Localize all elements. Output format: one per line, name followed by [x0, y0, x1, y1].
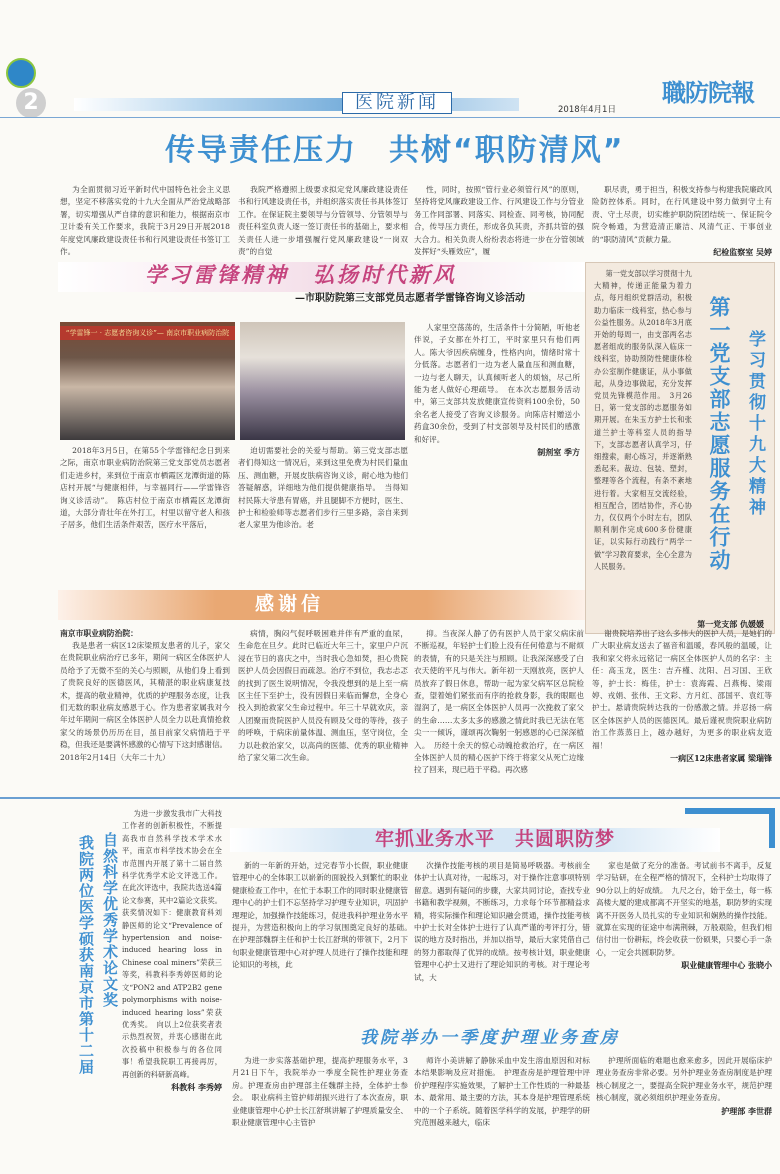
article-column: 新的一年新的开始，过完春节小长假，职业健康管理中心的全体职工以崭新的面貌投入到繁忙的职业健康检查工作中，在忙于本职工作的同时职业健康管理中心的护士们不忘坚持学习护理专业知识，巩固护理理论，加强操作技能练习，促进我科护理业务水平提升，为营造积极向上的学习氛围奠定良好的基础。 在护理部魏群主任和护士长江舒琪的带领下，2月下旬职业健康管理中心对护理人员进行了操作技能和理论知识的考核，此	[232, 861, 416, 970]
article-column: 职尽责，勇于担当，积极支持参与构建我院廉政风险防控体系。同时，在行风建设中努力做到守土有责、守土尽责，切实维护职防院团结统一、保证院令院令畅通，为营造清正廉洁、风清气正、干事创业的“职防清风”贡献力量。 纪检监察室 吴婷	[592, 185, 772, 258]
letter-signature: 一病区12床患者家属 梁瑞锋	[670, 753, 772, 764]
issue-date: 2018年4月1日	[558, 105, 616, 115]
article-headline: 牢抓业务水平 共圆职防梦	[375, 828, 616, 850]
letter-column: 南京市职业病防治院： 我是患者一病区12床梁照友患者的儿子，家父在贵院职业病治疗已多年，期间一病区全体医护人员给予了无微不至的关心与照顾，从他们身上看到了贵院良好的医德医风，其精湛的职业病康复技术，提高的敬业精神，优质的护理服务态度，让我们无数的职业病友感恩于心。作为患者家属我对今年过年期间一病区全体医护人员全力以赴真情抢救家父的场景仍历历在目，虽目前家父病情趋于平稳，但我还是要满怀感激的心情写下这封感谢信。 2018年2月14日（大年二十九）	[60, 628, 230, 764]
article-headline: 学习雷锋精神 弘扬时代新风	[145, 262, 457, 287]
article-column: 我院严格遵照上级要求拟定党风廉政建设责任书和行风建设责任书，并组织落实责任书具体签订工作。在保证院主要领导与分管领导、分管领导与责任科室负责人逐一签订责任书的基础上，要求相关责任人进一步增强履行党风廉政建设“一岗双责”的自觉	[238, 185, 408, 257]
award-text: 为进一步激发我市广大科技工作者的创新积极性，不断提高我市自然科学技术学术水平，南京市科学技术协会在全市范围内开展了第十二届自然科学优秀学术论文评选工作。在此次评选中，我院共选送4篇论文参赛，其中2篇论文获奖。获奖情况如下：健康教育科刘静医师的论文“Prevalence of hypertension and noise-induced hearing loss in Chinese coal miners”荣获三等奖，科教科李秀婷医师的论文“PON2 and ATP2B2 gene polymorphisms with noise-induced hearing loss”荣获优秀奖。 向以上2位获奖者表示热烈祝贺，并衷心感谢在此次投稿中积极参与的各位同事！希望我院职工再接再厉，再创新的科研新高峰。 科教科 李秀婷	[122, 809, 222, 1092]
sidebar-title: 第一党支部志愿服务在行动	[707, 296, 732, 572]
letter-column: 抑。当夜深人静了仍有医护人员于家父病床前不断巡视，年轻护士们脸上没有任何倦意与不耐烦的表情，有的只是关注与照顾。让我深深感受了白衣天使的平凡与伟大。新年初一天刚放亮，医护人员放弃了假日休息，帮助一起为家父病军区总院检查，望着她们紧张而有序的抢救身影，我的眼眶也湿润了，是一病区全体医护人员再一次挽救了家父的生命……太多太多的感激之情此时我已无法在笔尖一一倾诉，谨颂再次鞠躬一躬感恩的心已深深植入。 历经十余天的惊心动魄抢救治疗，在一病区全体医护人员的精心医护下终于将家父从死亡边缘拉了回来，现已趋于平稳。再次感	[414, 629, 584, 775]
section-divider	[0, 797, 780, 799]
sidebar-title-secondary: 学习贯彻十九大精神	[745, 330, 765, 519]
article-column: 为全面贯彻习近平新时代中国特色社会主义思想，坚定不移落实党的十九大全面从严治党战略部署，切实增强从严自律的意识和能力，根据南京市卫计委有关工作要求，我院于3月29日开展2018年度党风廉政建设责任书和行风建设责任书签订工作。	[60, 185, 230, 257]
article-column: 护理所面临的难题也愈来愈多，因此开展临床护理业务查房非常必要。另外护理业务查房制度是护理核心制度之一，要提高全院护理业务水平，规范护理核心制度，就必须组织护理业务查房。 护理部 李世群	[596, 1056, 772, 1116]
article-headline: 我院举办一季度护理业务查房	[360, 1028, 620, 1048]
section-label: 医院新闻	[342, 92, 452, 114]
article-subheadline: —市职防院第三支部党员志愿者学雷锋咨询义诊活动	[295, 293, 525, 304]
article-column: 次操作技能考核的项目是简易呼吸器。考核前全体护士认真对待，一起练习，对于操作注意事项特别留意。遇到有疑问的步骤，大家共同讨论，查找专业书籍和教学视频，不断练习，力求每个环节都精益求精，将实际操作和理论知识融会贯通，操作技能考核中护士长对全体护士进行了认真严谨的考评打分，错误的地方及时指出，并加以指导，最后大家凭借自己的努力都取得了优异的成绩。按考核计划，职业健康管理中心护士又进行了理论知识的考核。对于理论考试，大	[414, 861, 590, 982]
section-banner	[74, 98, 519, 111]
award-title: 我院两位医学硕获南京市第十二届	[77, 835, 95, 1075]
masthead-title: 職防院報	[662, 78, 754, 107]
article-signature: 纪检监察室 吴婷	[713, 247, 772, 258]
award-title-secondary: 自然科学优秀学术论文奖	[101, 832, 119, 1008]
sidebar-signature: 第一党支部 仇媛媛	[697, 619, 764, 629]
article-signature: 护理部 李世群	[721, 1105, 772, 1116]
letter-salutation: 南京市职业病防治院：	[60, 629, 138, 638]
article-signature: 职业健康管理中心 张晓小	[681, 960, 772, 971]
article-column: 2018年3月5日，在第55个学雷锋纪念日到来之际，南京市职业病防治院第三党支部党员志愿者们走进乡村，来到位于南京市栖霞区龙潭街道的陈店村开展“与健康相伴，与幸福同行——学雷锋咨询义诊活动”。 陈店村位于南京市栖霞区龙潭街道，大部分青壮年在外打工，村里以留守老人和孩子居多，他们生活条件艰苦，医疗水平落后，	[60, 446, 230, 530]
hospital-logo-icon	[6, 58, 36, 88]
article-headline: 传导责任压力 共树“职防清风”	[165, 133, 625, 168]
sidebar-text: 第一党支部以学习贯彻十九大精神，传递正能量为着力点，每月组织党群活动，积极助力临床一线科室，热心参与公益性服务。从2018年3月底开始的每周一，由支部两名志愿者组成的服务队深入临床一线科室，协助预防性健康体检办公室制作健康证，从小事做起，从身边事做起，充分发挥党员先锋模范作用。 3月26日，第一党支部的志愿服务如期开展。在朱玉方护士长和张道兰护士等科室人员的指导下，支部志愿者认真学习，仔细搜索，耐心练习，并逐渐熟悉起来。裁边、包装、塑封，整理等各个流程，有条不紊地进行着。大家相互交流经验，相互配合，团结协作，齐心协力，仅仅两个小时左右，团队顺利制作完成600多份健康证，以实际行动践行“两学一做”学习教育要求，全心全意为人民服务。	[594, 269, 692, 571]
article-column: 人家里空荡荡的，生活条件十分简陋，听他老伴说，子女都在外打工，平时家里只有他们两人。陈大爷因疾病缠身，性格内向，情绪时常十分低落。志愿者们一边为老人量血压和测血糖，一边与老人聊天，认真倾听老人的烦恼，尽己所能为老人做好心理疏导。 在本次志愿服务活动中，第三支部共发放健康宣传资料100余份，50余名老人接受了咨询义诊服务。向陈店村赠送小药盒30余份，受到了村支部领导及村民们的感激和好评。 制剂室 季方	[414, 323, 580, 458]
photo-banner-text: “学雷锋一 · 志愿者咨询义诊”— 南京市职业病防治院	[60, 326, 235, 340]
thanks-title: 感谢信	[255, 593, 325, 615]
article-column: 迫切需要社会的关爱与帮助。第三党支部志愿者们得知这一情况后，来到这里免费为村民们量血压、测血糖，开展皮肤病咨询义诊，耐心地为他们答疑解惑，详细地为他们提供健康指导。 当得知村民陈大爷患有胃癌，并且腿脚不方便时，医生、护士和检验师等志愿者们步行三里多路，亲自来到老人家里为他诊治。老	[238, 446, 408, 530]
letter-date: 2018年2月14日（大年二十九）	[60, 752, 170, 762]
clinic-photo	[240, 322, 405, 440]
award-signature: 科教科 李秀婷	[171, 1081, 222, 1092]
letter-column: 谢贵院培养出了这么多伟大的医护人员，是她们的广大职业病友送去了福音和温暖，春风般的温暖，让我和家父将永远铭记一病区全体医护人员的名字：主任：高玉龙，医生：吉卉槿、沈阳、吕习国、王欣等，护士长：梅佳，护士：袁海霞、吕燕梅、梁雨婷、戎娟、张伟、王文彩、方月红、邵国平、袁红等护士。悬请贵院转达我的一份感激之情。并忍扬一病区全体医护人员的医德医风。最后谨祝贵院职业病防治工作蒸蒸日上，越办越好，为更多的职业病友造福！ 一病区12床患者家属 梁瑞锋	[592, 629, 772, 764]
corner-decoration	[685, 808, 775, 848]
article-column: 为进一步实落基础护理，提高护理服务水平，3月21日下午，我院举办一季度全院性护理业务查房。护理查房由护理部主任魏群主持，全体护士参会。 职业病科主管护师胡振兴进行了本次查房，职业健康管理中心护士长江舒琪讲解了护理质量安全、职业健康管理中心主管护	[232, 1056, 408, 1128]
letter-column: 病情，胸闷气促呼吸困难并伴有严重的血尿，生命危在旦夕。此时已临近大年三十，家里户户沉浸在节日的喜庆之中，当时我心急如焚，担心贵院医护人员会因假日而疏忽。治疗不到位，我志忐忑的找到了医生说明情况，令我没想到的是上至一病区主任下至护士，没有因假日来临而懈怠，全身心投入到抢救家父生命过程中。年三十早就欢庆，亲人团聚而贵院医护人员没有顾及父母的等待，孩子的呼唤，于病床前量体温、测血压，坚守岗位，全力以赴救治家父，以高尚的医德、优秀的职业精神给了家父第二次生命。	[238, 629, 408, 763]
article-signature: 制剂室 季方	[537, 447, 580, 458]
page-number: 2	[16, 88, 46, 118]
header-divider	[0, 117, 780, 118]
volunteer-photo	[60, 322, 235, 440]
article-column: 性，同时，按照“管行业必须管行风”的原则，坚持将党风廉政建设工作、行风建设工作与分管业务工作同部署、同落实、同检查、同考核，协同配合，传导压力责任，形成各负其责，齐抓共管的强大合力。相关负责人纷纷表态将进一步在分管领域发挥好“头雁效应”，履	[414, 185, 584, 257]
article-column: 师许小美讲解了静脉采血中发生溶血原因和对标本结果影响及应对措施。 护理查房是护理管理中评价护理程序实施效果，了解护士工作性质的一种最基本、最常用、最主要的方法，其本身是护理管理系统中的一个子系统。随着医学科学的发展，护理学的研究范围越来越大，临床	[414, 1056, 590, 1128]
article-column: 家也是做了充分的准备。考试前书不离手，反复学习钻研，在全程严格的情况下，全科护士均取得了90分以上的好成绩。 九尺之台，始于垒土，每一栋高楼大厦的建成都离不开坚实的地基，职防梦的实现离不开医务人员扎实的专业知识和娴熟的操作技能。就算在实现的征途中布满荆棘，万般艰险，但我们相信付出一份耕耘，终会收获一份硕果，只要心手一条心，一定会共圆职防梦。 职业健康管理中心 张晓小	[596, 861, 772, 971]
